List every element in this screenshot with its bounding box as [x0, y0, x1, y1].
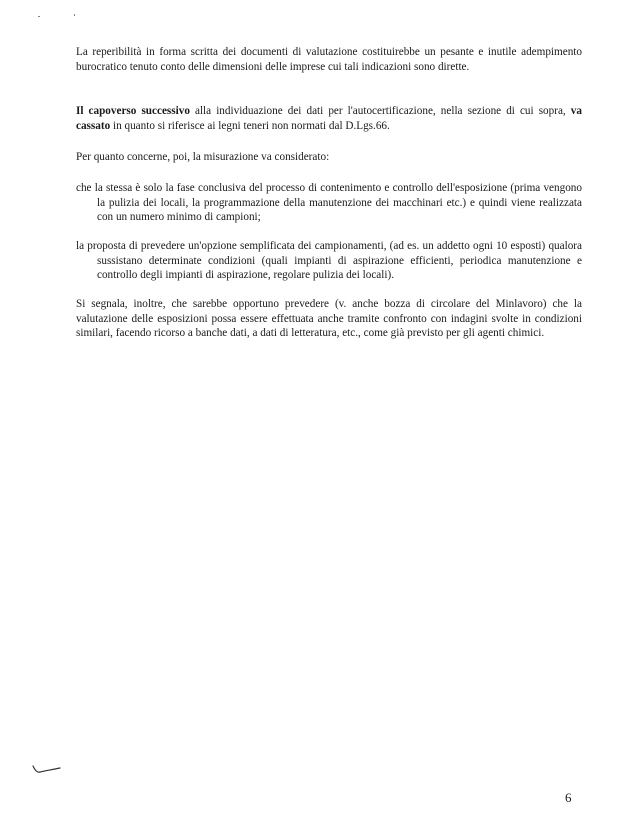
bold-phrase-capoverso: Il capoverso successivo: [76, 105, 190, 117]
bold-phrase-cassato: va cassato: [76, 105, 582, 132]
list-item-proposta-campionamenti: la proposta di prevedere un'opzione semplificata dei campionamenti, (ad es. un addetto ogni 10 esposti) qualora sussistano determinate condizioni (quali impianti di aspirazione efficienti, periodica manutenzione e controllo degli impianti di aspirazione, regolare pulizia dei locali).: [76, 240, 582, 282]
paragraph-capoverso: [76, 104, 582, 133]
paragraph-capoverso-text-1: alla individuazione dei dati per l'autocertificazione, nella sezione di cui sopra,: [189, 105, 571, 117]
scan-speck: [74, 14, 75, 16]
list-item-fase-conclusiva: che la stessa è solo la fase conclusiva del processo di contenimento e controllo dell'esposizione (prima vengono la pulizia dei locali, la programmazione della manutenzione dei macchinari etc.) e quindi viene realizzata con un numero minimo di campioni;: [76, 182, 582, 224]
paragraph-capoverso-text-2: in quanto si riferisce ai legni teneri non normati dal D.Lgs.66.: [110, 119, 390, 132]
handwritten-mark: [32, 763, 62, 775]
paragraph-segnalazione: Si segnala, inoltre, che sarebbe opportuno prevedere (v. anche bozza di circolare del Minlavoro) che la valutazione delle esposizioni possa essere effettuata anche tramite confronto con indagini svolte in condizioni similari, facendo ricorso a banche dati, a dati di letteratura, etc., come già previsto per gli agenti chimici.: [76, 298, 582, 340]
paragraph-reperibilita: La reperibilità in forma scritta dei documenti di valutazione costituirebbe un pesante e inutile adempimento burocratico tenuto conto delle dimensioni delle imprese cui tali indicazioni sono dirette.: [76, 46, 582, 73]
page-number: 6: [565, 790, 572, 805]
scan-speck: [38, 16, 40, 17]
paragraph-misurazione: Per quanto concerne, poi, la misurazione va considerato:: [76, 151, 330, 163]
